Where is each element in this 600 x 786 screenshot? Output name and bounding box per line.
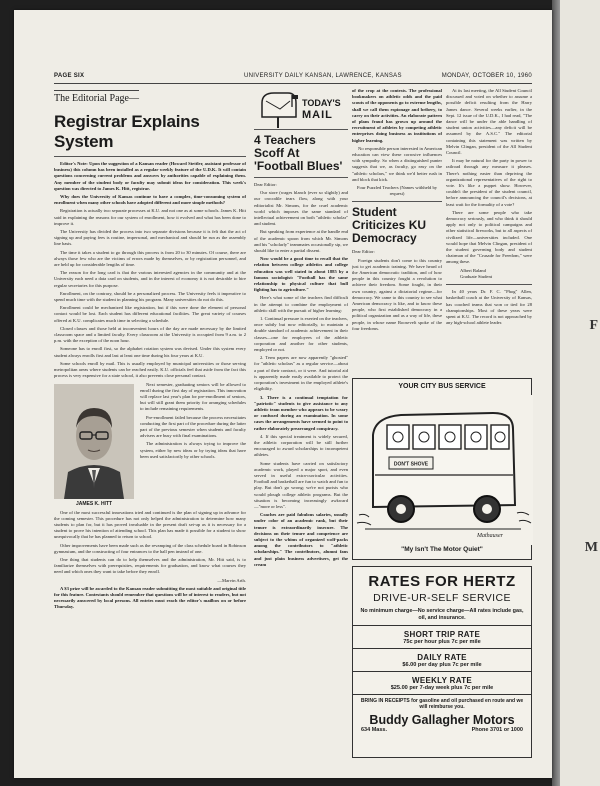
paragraph: One thing that students can do to help themselves and the administration, Mr. Hitt said, is to familiarize themselves with prerequisites, requirements for graduation, and know what courses they need and which ones they want to take before they enroll. [54, 556, 246, 575]
paragraph: Enrollment could be mechanized like registration, but if this were done the element of personal contact would be lost. Each student has different educational facilities. The great variety of courses offered at K.U. complicates much time in selecting a schedule. [54, 305, 246, 323]
paragraph: It may be natural for the party in power to railroad through any measure it pleases. There's nothing easier than depriving the organizational representatives of the right to vote. It's like a puppet show. However, couldn't the president of the student council, before announcing the council's decisions, at least wait for the formality of a vote? [446, 158, 532, 207]
editorial-column [54, 88, 246, 760]
paragraph: Now would be a good time to recall that the relation between college athletics and college education was well stated in about 1885 by a famous sociologist: "Football has the same relationship to physical culture that bull fighting has to agriculture." [254, 256, 348, 293]
letter-signer: Albert Baland [460, 267, 486, 273]
receipts-note: BRING IN RECEIPTS for gasoline and oil purchased en route and we will reimburse you. [360, 698, 524, 711]
paragraph: No responsible person interested in American education can view these corrosive influences with sympathy. So when a distinguished punter suggests that we, as faculty, go easy on the "athletic scholars," we think we'd better rush in and block that kick. [352, 145, 442, 182]
paragraph: Our store (wages blanch (ever so slightly) and our crocodile tears flow, along with your editorialist Mr. Simons, for the cruel academic world which imposes the same standard of intellectual achievement on both "athletic scholar" and student. [254, 190, 348, 227]
paragraph: Foreign students don't come to this country just to get academic training. We have heard of the American democratic tradition, and of how people in this country fought a revolution to achieve their freedom. Some fought, in their own country, against a dictatorial regime—for democracy. We came to this country to see what American democracy is like, and to know these people, who first established democracy in a political organization and as a way of life, these people, in whose name Roosevelt spoke of the four freedoms. [352, 257, 442, 331]
rate-name: SHORT TRIP RATE [403, 630, 481, 639]
paragraph: Pre-enrollment failed because the process necessitates conducting the first part of the procedure during the latter part of the previous semester when students and faculty advisers are busy with final examinations. [140, 414, 246, 439]
letters-column-3 [446, 88, 532, 372]
letter-signers: Four Puzzled Teachers (Names withheld by request) [356, 185, 438, 197]
question: Why does the University of Kansas continue to have a complex, time-consuming system of enrollment when many other schools have adopted different and more simple methods? [54, 194, 246, 206]
cartoon-title: YOUR CITY BUS SERVICE [398, 383, 486, 390]
edge-letter: M [584, 540, 598, 555]
todays-mail-logo [254, 88, 348, 130]
bus-sign-text: DON'T SHOVE [393, 461, 429, 468]
divider [54, 156, 246, 157]
paragraph: 2. Term papers are now apparently "ghosted" for "athletic scholars" as a regular service—about a part of their contract, or it were. And tutorial aid is apparently made easily available to protect the corporation's investment in the employed athlete's eligibility. [254, 355, 348, 392]
letters-column-2 [352, 88, 442, 372]
paragraph: The reason for the long card is that the various interested agencies in the community and at the University each need a data card on students, and in the interest of economy it is not desirable to hire regular secretaries for this purpose. [54, 270, 246, 288]
paragraph: Other improvements have been made such as the revamping of the class schedule board in Robinson gymnasium, and the constructing of four entrances to the hall pen instead of one. [54, 542, 246, 554]
paragraph: Someone has to enroll first, so the alphabet rotation system was devised. Under this system every student always enrolls first and last at least one time during his four years at K.U. [54, 346, 246, 358]
paragraph: Here's what some of the teachers find difficult in the attempt to combine the employment of athletic skill with the pursuit of higher learning: [254, 295, 348, 313]
letter-headline: 4 Teachers Scoff At 'Football Blues' [254, 133, 343, 173]
running-head [54, 70, 532, 84]
paragraph: of the crop at the contests. The professional bookmakers on athletic odds and the paid scouts of the opponents go to extreme lengths, shall we call them espionage and bribery, to carry on their activities. An elaborate pattern of plans fraud has grown up around the recruitment of athletes by competing athletic enterprises doing business as institutions of higher learning. [352, 88, 442, 143]
paragraph: Registration is actually two separate processes at K.U. and not one as at some schools. James K. Hitt said in explaining the reasons for our system of enrollment, how it evolved and what has been done to improve it. [54, 208, 246, 226]
paragraph: Coaches are paid fabulous salaries, usually under color of an academic rank, but their tenure is extraordinarily insecure. The decisions on their tenure and competence are subject to the whims of organized wolf-packs among the contributors to "athletic scholarships." The contributors, alumni fans and just plain business advertisers, get the cream [254, 512, 348, 567]
editors-note: Editor's Note: Upon the suggestion of a Kansan reader (Howard Stettler, assistant professor of business) this column has been installed as a regular weekly feature of the U.D.K. It will contain questions concerning current problems and answers by authorities capable of explaining them. Any member of the student body or faculty may submit ideas for consideration. This week's question was directed to James K. Hitt, registrar. [54, 161, 246, 191]
paragraph: There are some people who take democracy seriously, and who think it should apply not only to political campaigns and other statistical fireworks, but to all aspects of civilized life—universities included. One would hope that Melvin Clingan, president of the student governing body and student chairman of the "Crusade for Freedom," were among these. [446, 209, 532, 265]
rate-price: $6.00 per day plus 7c per mile [402, 662, 482, 668]
photo-caption: JAMES K. HITT [75, 500, 113, 507]
divider [254, 177, 348, 178]
letter-signer-title: Graduate Student [460, 273, 493, 279]
section-tag: The Editorial Page— [54, 90, 139, 104]
portrait-photo [54, 384, 134, 499]
paragraph: At its last meeting, the All Student Council discussed and voted on whether to assume a possible deficit resulting from the Harry James dance. Several weeks earlier, in the Sept. 12 issue of the U.D.K., I had read, "The dance will be under the able handling of student union activities—any deficit will be assumed by the A.S.C." The editorial containing this statement was written by Melvin Clingan, president of the All Student Council. [446, 88, 532, 156]
editorial-headline: Registrar Explains System [54, 112, 200, 151]
mailbox-icon [256, 89, 300, 129]
letter-headline: Student Criticizes KU Democracy [352, 205, 427, 246]
byline: —Marvin Arth. [217, 577, 246, 583]
issue-date: MONDAY, OCTOBER 10, 1960 [441, 73, 532, 79]
rate-name: WEEKLY RATE [411, 676, 473, 685]
paragraph: The University has divided the process into two separate divisions because it is felt that the act of signing up and paying fees is routine, impersonal, and mechanical and should be run as the assembly line basis. [54, 229, 246, 247]
paragraph: The time it takes a student to go through this process is from 20 to 30 minutes. Of course, there are always those few who are the victims of errors made by themselves, or by registration personnel, and are held up for considerable lengths of time. [54, 249, 246, 268]
logo-text-mail: MAIL [302, 109, 333, 121]
paragraph: 1. Continual pressure is exerted on the teachers, once subtly but now editorially, to maintain a double standard of academic achievement in their classes—one for employees of the athletic corporation and another for other students, employed or not. [254, 316, 348, 353]
paragraph: Closed classes and those held at inconvenient hours of the day are made necessary by the limited classroom space and a limited faculty. Every classroom at the University is occupied from 9 a.m. to 2 p.m. with the exception of the noon hour. [54, 325, 246, 344]
paragraph: Next semester, graduating seniors will be allowed to enroll during the first day of registration. This innovation will replace last year's plan for pre-enrollment of seniors, but will still grant them priority for arranging schedules to include remaining requirements. [140, 381, 246, 412]
paragraph: The administration is always trying to improve the system, either by new ideas or by trying ideas that have been used satisfactorily by other schools. [140, 441, 246, 459]
paragraph: 3. There is a continual temptation for "patriotic" students to give assistance to any athletic team member who appears to be weary or confused during an examination. In some cases the arrangements have seemed to point to rather elaborately prearranged conspiracy. [254, 394, 348, 431]
divider [353, 625, 531, 626]
dealer-phone: Phone 3701 or 1000 [471, 726, 523, 733]
ad-subtitle: DRIVE-UR-SELF SERVICE [373, 592, 511, 604]
edge-letter: F [589, 318, 598, 333]
rate-price: 75c per hour plus 7c per mile [403, 639, 481, 645]
divider [353, 648, 531, 649]
divider [353, 694, 531, 695]
salutation: Dear Editor: [254, 182, 277, 187]
divider [353, 671, 531, 672]
rate-price: $25.00 per 7-day week plus 7c per mile [390, 685, 494, 691]
hertz-advertisement [352, 566, 532, 758]
paragraph: Some schools enroll by mail. This is usually employed by municipal universities or those serving metropolitan areas where students can be reached easily. K.U. officials feel that aside from the fact this process is very expensive for a state school, it also prevents close personal contact. [54, 360, 246, 379]
salutation: Dear Editor: [352, 249, 375, 255]
letters-column-1 [254, 88, 348, 760]
paragraph: Some students have carried on satisfactory academic work, played a major sport, and even served in useful extra-curricular activities. Football and basketball are fun to watch and fun to play. But don't go wrong; we're not purists who would plough college athletic programs. But the situation is becoming increasingly awkward—"more or less". [254, 460, 348, 509]
ad-title: RATES FOR HERTZ [368, 573, 516, 590]
divider [352, 201, 442, 202]
editorial-cartoon [352, 378, 532, 560]
divider [446, 284, 532, 285]
rate-name: DAILY RATE [417, 653, 467, 662]
paragraph: 4. If this special treatment is widely secured, the athletic corporation will be still further encouraged to award scholarships to incompetent athletes. [254, 433, 348, 458]
paragraph: One of the most successful innovations tried and continued is the plan of signing up in advance for the coming semester. This procedure has not only helped the administration to determine how many students to plan for, but it has proved invaluable in the present draft set-up as it is necessary for a student to prove his intention of attending school. This plan has made it possible for a student to show unequivocally that he has planned to return to school. [54, 509, 246, 540]
portrait-figure [54, 384, 134, 508]
cartoon-caption: "My Isn't The Motor Quiet" [401, 546, 483, 553]
logo-text-today: TODAY'S [302, 98, 341, 108]
dealer-contact [361, 727, 523, 735]
sports-note: In 40 years Dr. F. C. "Phog" Allen, basketball coach at the University of Kansas, has coached teams that won or tied for 28 championships. Most of these years were spent at K.U. The record is not approached by any high-school athlete leader. [446, 289, 532, 326]
paragraph: Enrollment, on the contrary, should be a personalized process. The University feels it imperative to spend much time with the student in planning his program. Many universities do not do this. [54, 290, 246, 303]
dealer-name: Buddy Gallagher Motors [369, 712, 515, 727]
page-label: PAGE SIX [54, 73, 85, 79]
cartoon-drawing [353, 395, 533, 545]
binding-shadow [552, 0, 560, 786]
dealer-address: 634 Mass. [361, 726, 387, 733]
paragraph: But speaking from experience at the handle end of the academic spoon from which Mr. Simons and his "scholarly" teammates occasionally sip, we should like to enter a partial dissent. [254, 229, 348, 254]
cartoonist-signature: Mathauser [477, 533, 503, 539]
adjacent-page-edge [560, 0, 600, 786]
ad-fine-print: No minimum charge—No service charge—All rates include gas, oil, and insurance. [360, 608, 524, 621]
prize-notice: A $3 prize will be awarded to the Kansan reader submitting the most suitable and original title for this feature. Contestants should remember that questions will be of interest to readers, but not necessarily answered by local persons. All entries must reach the editor's mailbox on or before Thursday. [54, 585, 246, 610]
newspaper-name: UNIVERSITY DAILY KANSAN, LAWRENCE, KANSAS [244, 73, 402, 79]
